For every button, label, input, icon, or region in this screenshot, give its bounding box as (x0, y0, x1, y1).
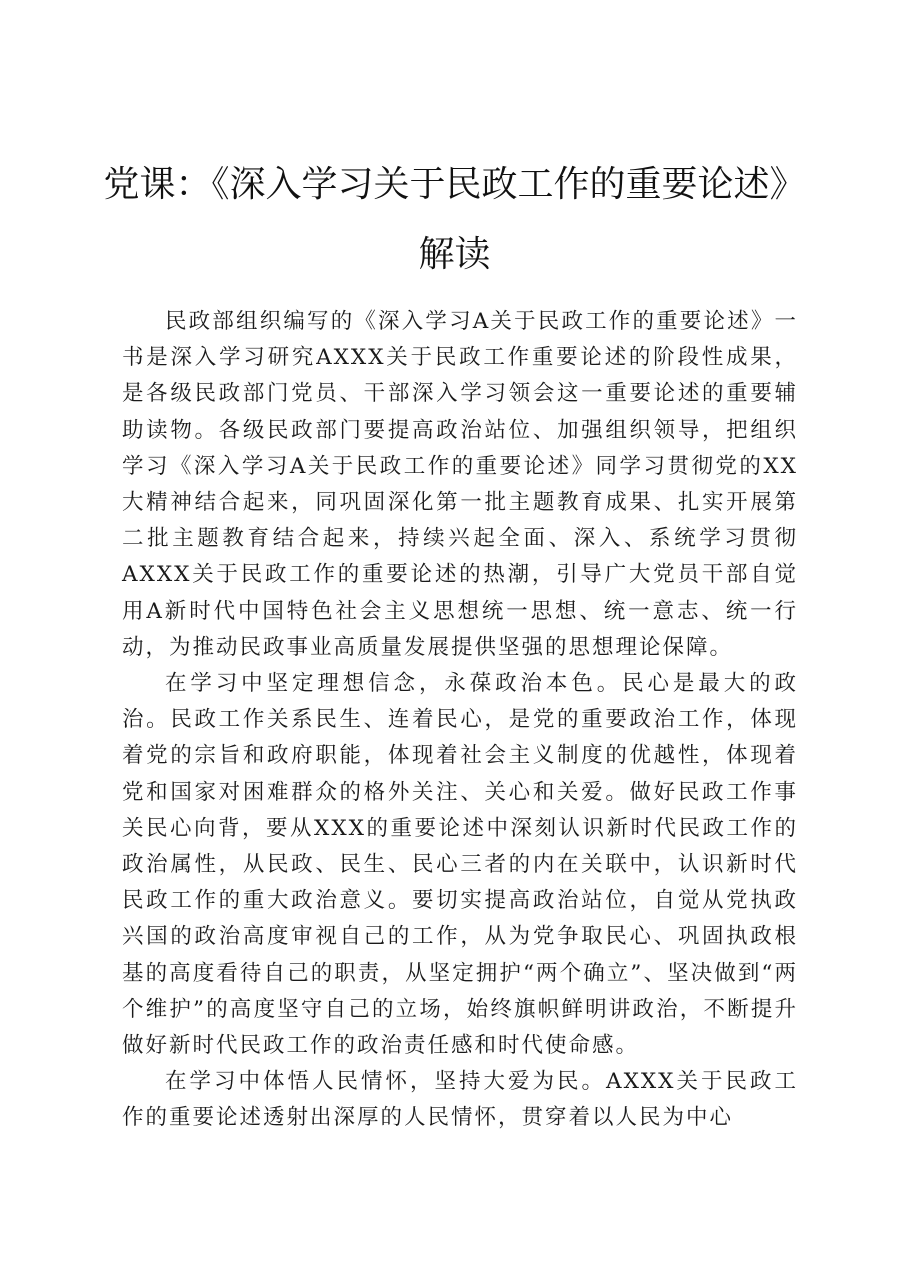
title-line-2: 解读 (418, 234, 491, 275)
document-body (122, 304, 798, 1137)
document-title (0, 150, 909, 290)
paragraph-2: 在学习中坚定理想信念，永葆政治本色。民心是最大的政治。民政工作关系民生、连着民心，是党的重要政治工作，体现着党的宗旨和政府职能，体现着社会主义制度的优越性，体现着党和国家对困难群众的格外关注、关心和关爱。做好民政工作事关民心向背，要从XXX的重要论述中深刻认识新时代民政工作的政治属性，从民政、民生、民心三者的内在关联中，认识新时代民政工作的重大政治意义。要切实提高政治站位，自觉从党执政兴国的政治高度审视自己的工作，从为党争取民心、巩固执政根基的高度看待自己的职责，从坚定拥护“两个确立”、坚决做到“两个维护”的高度坚守自己的立场，始终旗帜鲜明讲政治，不断提升做好新时代民政工作的政治责任感和时代使命感。 (122, 671, 798, 1059)
paragraph-3: 在学习中体悟人民情怀，坚持大爱为民。AXXX关于民政工作的重要论述透射出深厚的人民情怀，贯穿着以人民为中心 (122, 1069, 798, 1131)
title-line-1: 党课：《深入学习关于民政工作的重要论述》 (103, 164, 806, 205)
paragraph-1: 民政部组织编写的《深入学习A关于民政工作的重要论述》一书是深入学习研究AXXX关于民政工作重要论述的阶段性成果，是各级民政部门党员、干部深入学习领会这一重要论述的重要辅助读物。各级民政部门要提高政治站位、加强组织领导，把组织学习《深入学习A关于民政工作的重要论述》同学习贯彻党的XX大精神结合起来，同巩固深化第一批主题教育成果、扎实开展第二批主题教育结合起来，持续兴起全面、深入、系统学习贯彻AXXX关于民政工作的重要论述的热潮，引导广大党员干部自觉用A新时代中国特色社会主义思想统一思想、统一意志、统一行动，为推动民政事业高质量发展提供坚强的思想理论保障。 (122, 309, 798, 660)
